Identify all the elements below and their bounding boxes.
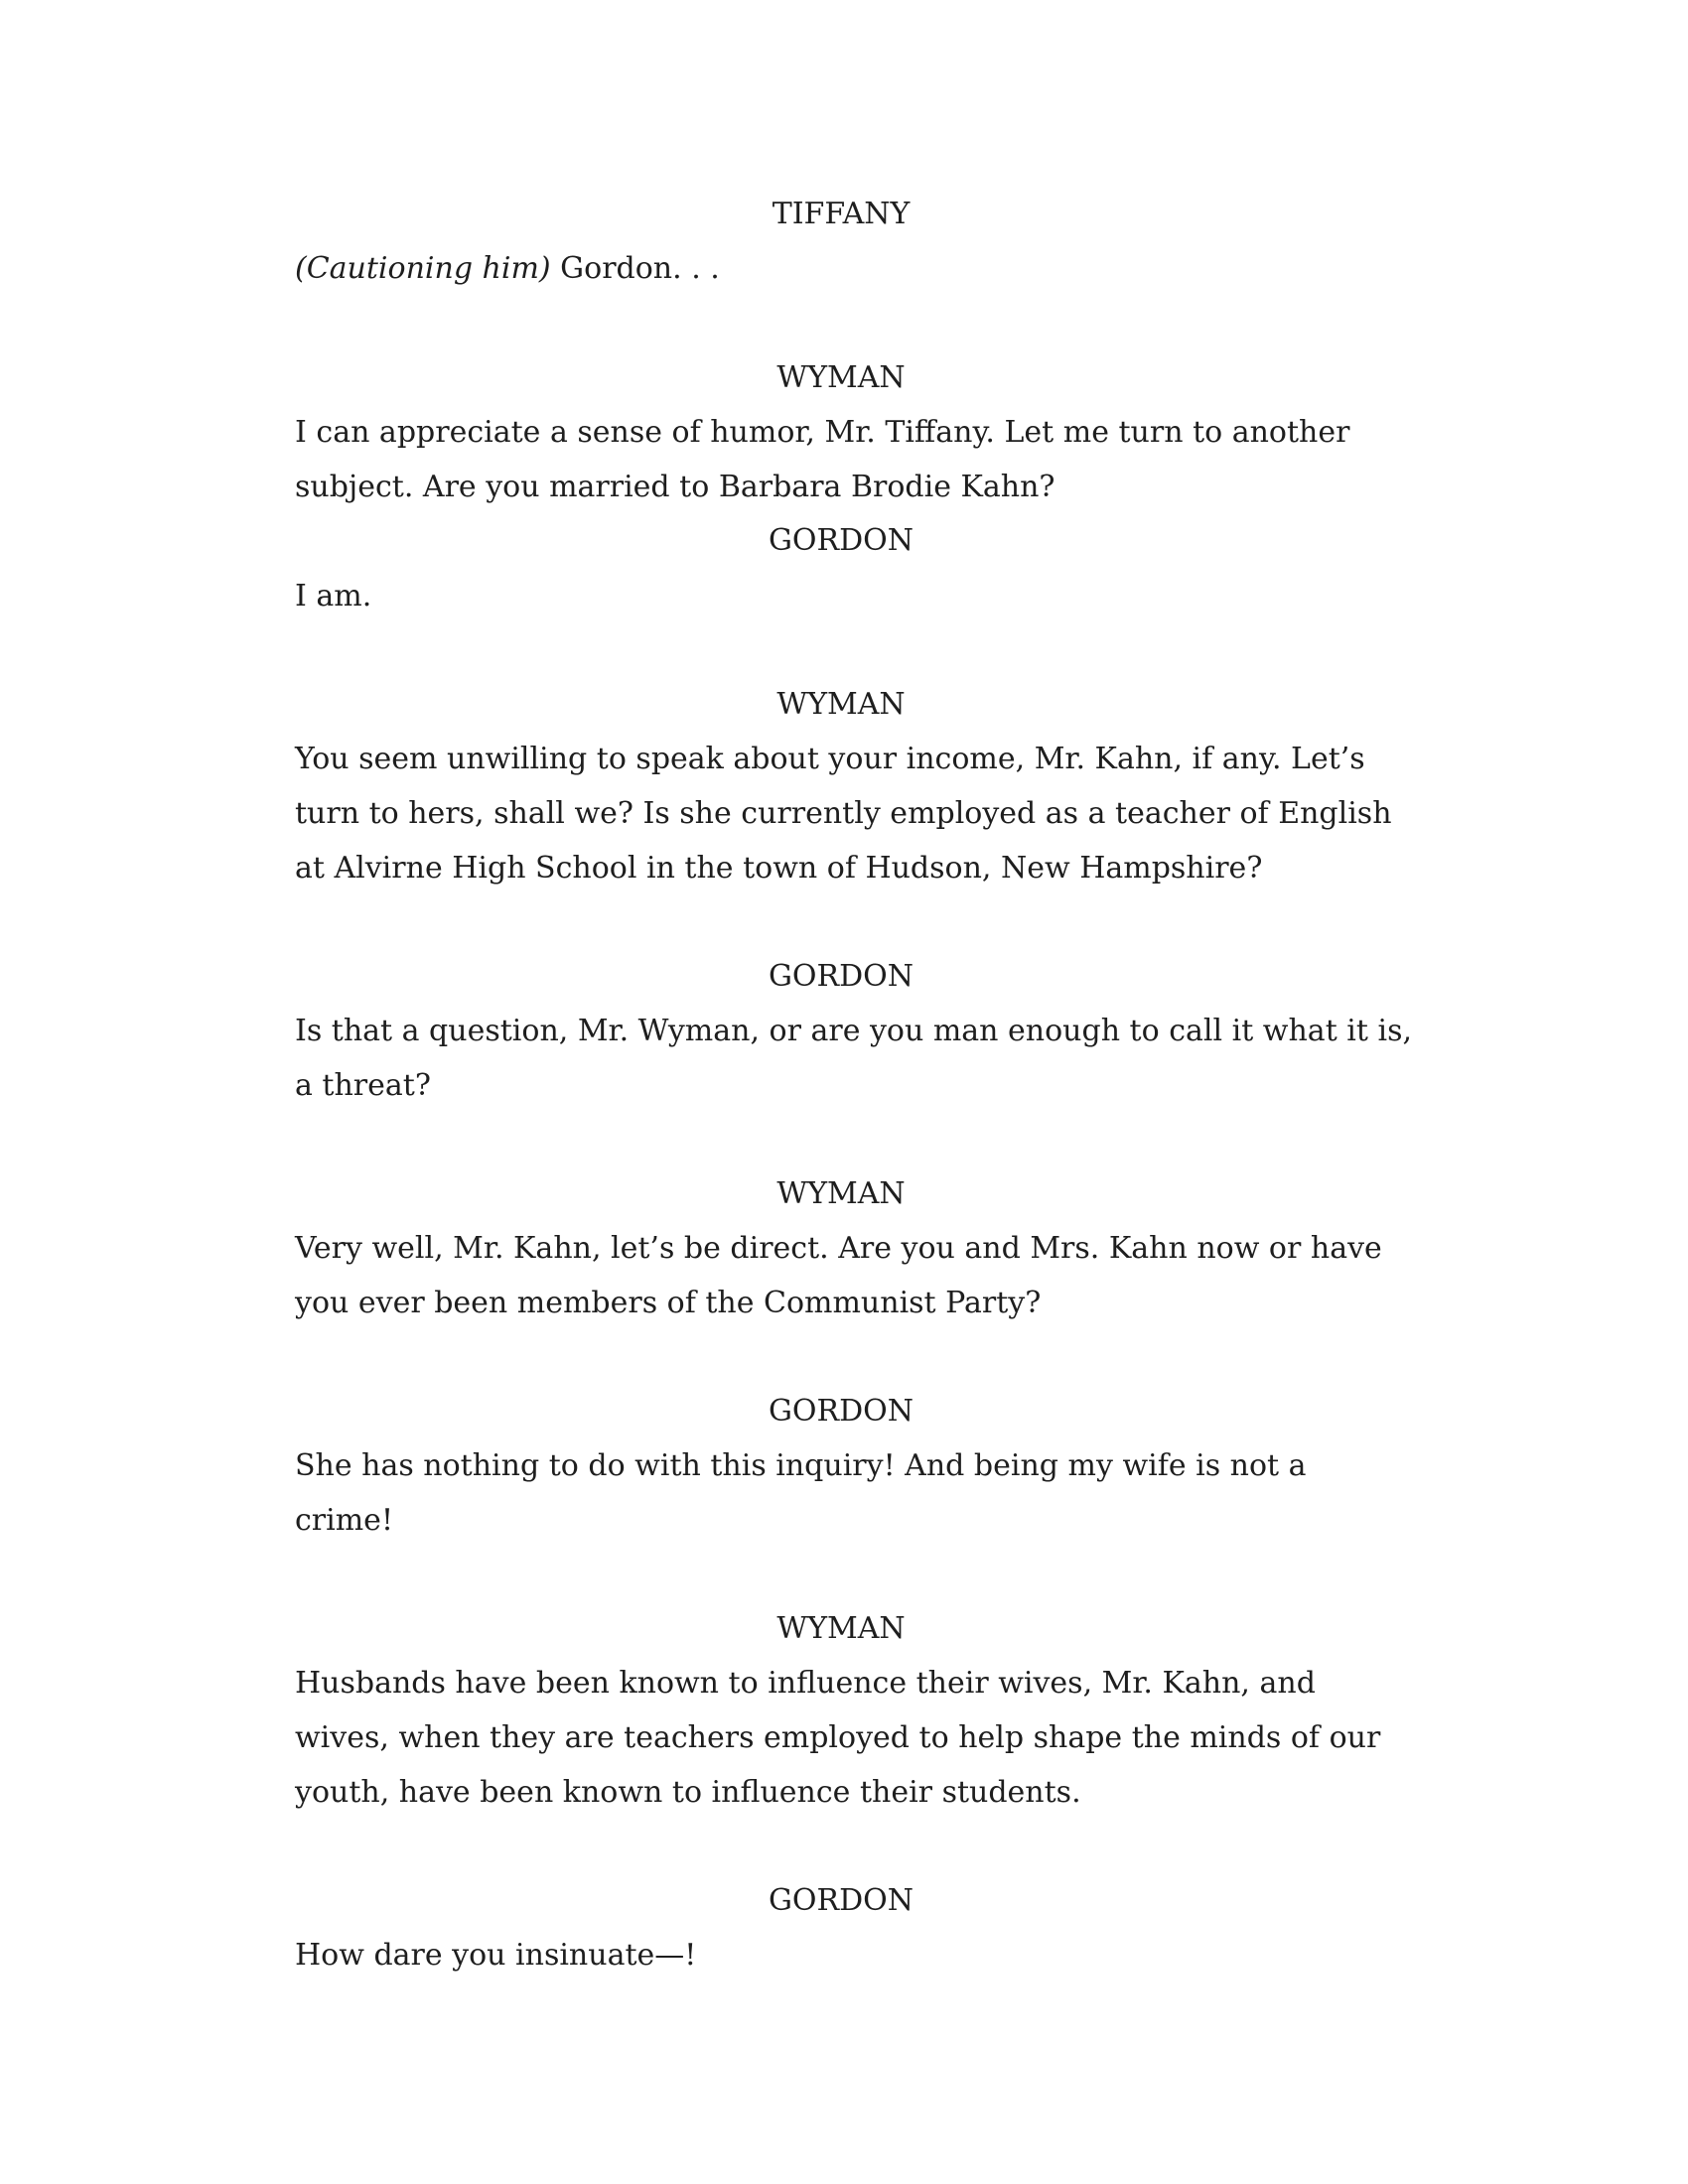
- speaker-name: WYMAN: [776, 687, 906, 722]
- dialogue-line: How dare you insinuate—!: [295, 1938, 697, 1973]
- speaker-name: TIFFANY: [772, 197, 911, 231]
- dialogue-line: Husbands have been known to influence their wives, Mr. Kahn, and: [295, 1666, 1316, 1701]
- speaker-name: WYMAN: [776, 360, 906, 395]
- dialogue-line: at Alvirne High School in the town of Hudson, New Hampshire?: [295, 851, 1263, 886]
- dialogue-line: I can appreciate a sense of humor, Mr. Tiffany. Let me turn to another: [295, 415, 1350, 450]
- dialogue-line: Very well, Mr. Kahn, let’s be direct. Are you and Mrs. Kahn now or have: [295, 1231, 1382, 1266]
- dialogue-line: youth, have been known to influence their students.: [295, 1775, 1081, 1810]
- dialogue-line: crime!: [295, 1503, 393, 1538]
- dialogue-line: Is that a question, Mr. Wyman, or are you man enough to call it what it is,: [295, 1014, 1412, 1048]
- dialogue-line: She has nothing to do with this inquiry! And being my wife is not a: [295, 1448, 1307, 1483]
- dialogue-line: wives, when they are teachers employed to help shape the minds of our: [295, 1720, 1381, 1755]
- dialogue-line: turn to hers, shall we? Is she currently employed as a teacher of English: [295, 796, 1392, 831]
- stage-direction: (Cautioning him): [295, 251, 551, 286]
- dialogue-line: you ever been members of the Communist Party?: [295, 1286, 1042, 1320]
- speaker-name: GORDON: [768, 1883, 914, 1918]
- speaker-name: GORDON: [768, 1394, 914, 1429]
- speaker-name: GORDON: [768, 959, 914, 994]
- dialogue-line: [295, 249, 720, 289]
- speaker-name: WYMAN: [776, 1611, 906, 1646]
- speaker-name: WYMAN: [776, 1176, 906, 1211]
- dialogue-line: subject. Are you married to Barbara Brodie Kahn?: [295, 470, 1055, 504]
- dialogue-line: a threat?: [295, 1068, 431, 1103]
- speaker-name: GORDON: [768, 523, 914, 558]
- dialogue-text: Gordon. . .: [560, 251, 720, 286]
- dialogue-line: You seem unwilling to speak about your income, Mr. Kahn, if any. Let’s: [295, 742, 1365, 776]
- dialogue-line: I am.: [295, 579, 372, 614]
